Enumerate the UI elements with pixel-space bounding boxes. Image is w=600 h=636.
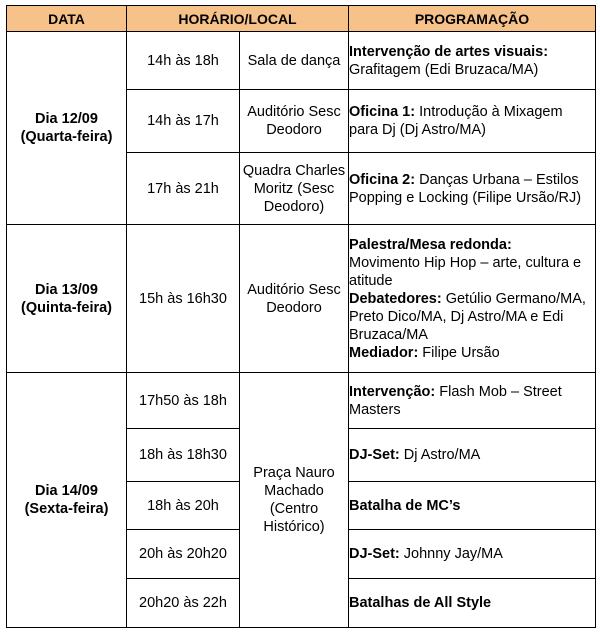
program-title: Batalha de MC’s	[349, 497, 461, 514]
time-cell: 18h às 20h	[127, 482, 240, 530]
mediator-label: Mediador:	[349, 344, 419, 361]
date-label: Dia 13/09	[35, 281, 98, 298]
program-title: Oficina 1:	[349, 104, 416, 120]
debaters-label: Debatedores:	[349, 290, 442, 307]
date-label: Dia 12/09	[35, 111, 98, 127]
program-cell	[349, 429, 596, 482]
place-cell: Auditório Sesc Deodoro	[240, 225, 349, 373]
header-time-place: HORÁRIO/LOCAL	[127, 6, 349, 32]
program-cell	[349, 530, 596, 579]
header-row	[7, 6, 596, 32]
header-program: PROGRAMAÇÃO	[349, 6, 596, 32]
place-cell: Sala de dança	[240, 32, 349, 90]
program-title: Intervenção de artes visuais:	[349, 43, 549, 60]
time-cell: 20h20 às 22h	[127, 579, 240, 628]
program-text: Grafitagem (Edi Bruzaca/MA)	[349, 61, 539, 78]
place-cell: Auditório Sesc Deodoro	[240, 90, 349, 153]
table-row	[7, 225, 596, 373]
debaters-text: Getúlio Germano/MA, Preto Dico/MA, Dj Astro/MA e Edi Bruzaca/MA	[349, 290, 586, 343]
mediator-text: Filipe Ursão	[418, 344, 500, 361]
program-text: Introdução à Mixagem para Dj (Dj Astro/MA)	[349, 104, 563, 138]
program-text: Johnny Jay/MA	[399, 546, 503, 562]
weekday-label: (Quinta-feira)	[20, 299, 113, 316]
program-title: DJ-Set:	[349, 546, 400, 562]
program-cell	[349, 153, 596, 225]
program-text: Dj Astro/MA	[399, 447, 481, 463]
table-row	[7, 373, 596, 429]
program-cell	[349, 90, 596, 153]
program-title: Oficina 2:	[349, 171, 416, 188]
time-cell: 15h às 16h30	[127, 225, 240, 373]
program-title: Palestra/Mesa redonda:	[349, 236, 512, 253]
program-title: Batalhas de All Style	[349, 595, 492, 611]
program-text: Flash Mob – Street Masters	[349, 383, 562, 418]
weekday-label: (Quarta-feira)	[20, 129, 113, 145]
place-cell: Quadra Charles Moritz (Sesc Deodoro)	[240, 153, 349, 225]
header-date: DATA	[7, 6, 127, 32]
program-cell	[349, 373, 596, 429]
place-cell: Praça Nauro Machado (Centro Histórico)	[240, 373, 349, 628]
program-cell	[349, 579, 596, 628]
time-cell: 18h às 18h30	[127, 429, 240, 482]
date-label: Dia 14/09	[35, 483, 98, 499]
program-title: DJ-Set:	[349, 447, 400, 463]
time-cell: 14h às 17h	[127, 90, 240, 153]
program-cell	[349, 482, 596, 530]
program-text: Movimento Hip Hop – arte, cultura e atitude	[349, 254, 582, 289]
date-cell	[7, 373, 127, 628]
schedule-table	[6, 5, 596, 628]
time-cell: 17h às 21h	[127, 153, 240, 225]
weekday-label: (Sexta-feira)	[24, 501, 109, 517]
program-text: Danças Urbana – Estilos Popping e Locking (Filipe Ursão/RJ)	[349, 171, 582, 206]
time-cell: 17h50 às 18h	[127, 373, 240, 429]
program-cell	[349, 225, 596, 373]
time-cell: 20h às 20h20	[127, 530, 240, 579]
program-cell	[349, 32, 596, 90]
date-cell	[7, 32, 127, 225]
table-row	[7, 32, 596, 90]
date-cell	[7, 225, 127, 373]
time-cell: 14h às 18h	[127, 32, 240, 90]
program-title: Intervenção:	[349, 383, 436, 400]
